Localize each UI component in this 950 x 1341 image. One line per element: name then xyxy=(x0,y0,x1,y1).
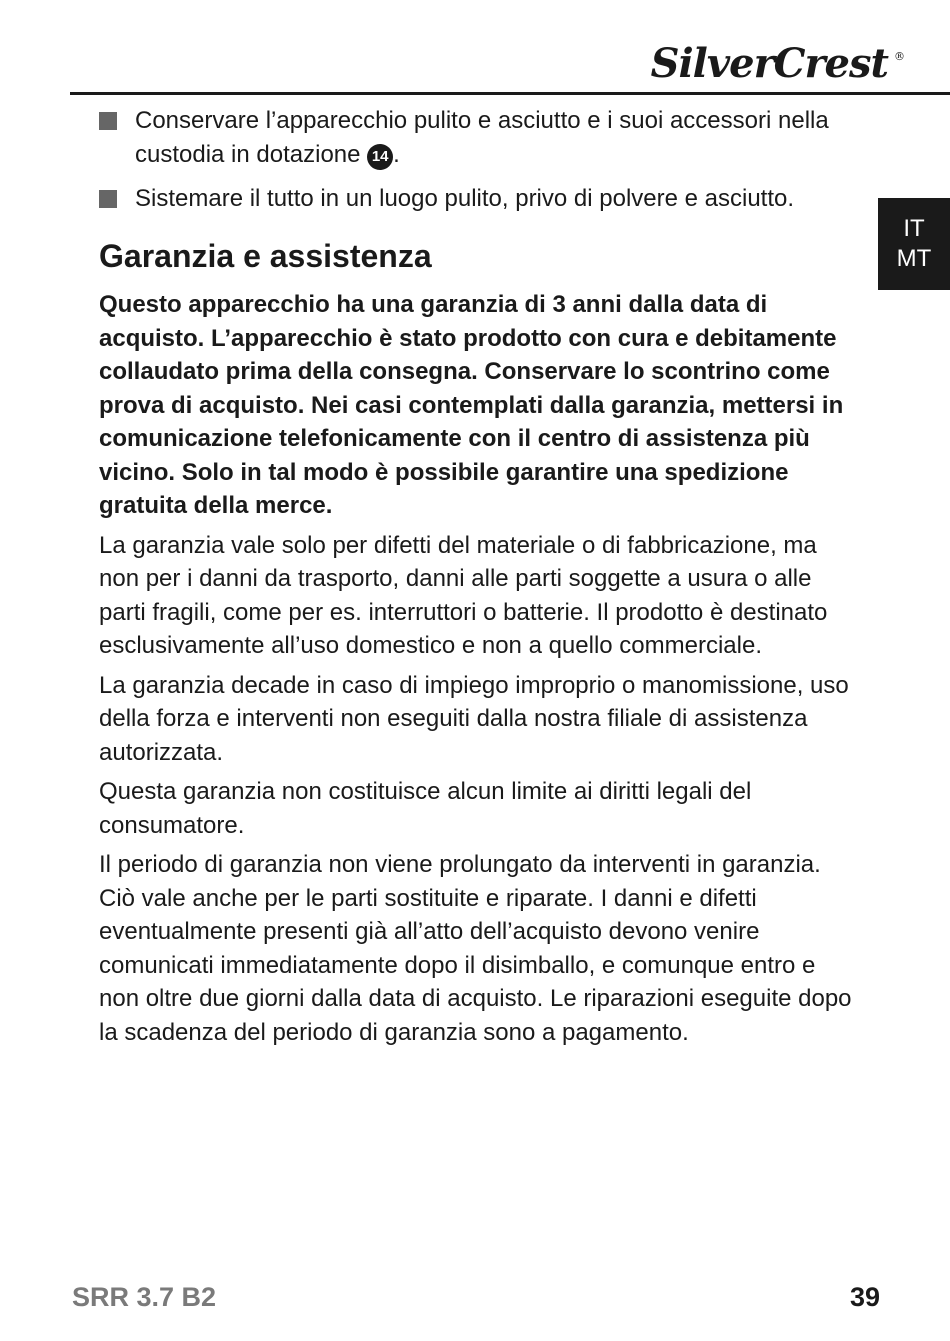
lead-paragraph: Questo apparecchio ha una garanzia di 3 anni dalla data di acquisto. L’apparecchio è stato prodotto con cura e debitamente collaudato prima della consegna. Conservare lo scontrino come prova di acquisto. Nei casi contemplati dalla garanzia, mettersi in comunicazione telefonicamente con il centro di assistenza più vicino. Solo in tal modo è possibile garantire una spedizione gratuita della merce. xyxy=(99,291,844,519)
reference-number-badge: 14 xyxy=(367,144,393,170)
page-content xyxy=(99,104,859,1055)
registered-mark: ® xyxy=(894,50,904,63)
footer-model-number: SRR 3.7 B2 xyxy=(72,1282,217,1312)
bullet-text-end: . xyxy=(393,141,400,168)
bullet-text: Sistemare il tutto in un luogo pulito, privo di polvere e asciutto. xyxy=(135,185,795,212)
language-tab xyxy=(878,198,950,290)
body-paragraph: Il periodo di garanzia non viene prolungato da interventi in garanzia. Ciò vale anche per le parti sostituite e riparate. I danni e difetti eventualmente presenti già all’atto dell’acquisto devono venire comunicati immediatamente dopo il disimballo, e comunque entro e non oltre due giorni dalla data di acquisto. Le riparazioni eseguite dopo la scadenza del periodo di garanzia sono a pagamento. xyxy=(99,851,852,1046)
bullet-item xyxy=(99,104,859,172)
header-divider xyxy=(70,92,950,95)
body-paragraph: Questa garanzia non costituisce alcun limite ai diritti legali del consumatore. xyxy=(99,778,752,839)
bullet-item xyxy=(99,182,859,216)
brand-logo xyxy=(650,40,904,87)
body-paragraph: La garanzia decade in caso di impiego improprio o manomissione, uso della forza e interventi non eseguiti dalla nostra filiale di assistenza autorizzata. xyxy=(99,671,849,766)
language-code-it: IT xyxy=(903,215,925,242)
language-code-mt: MT xyxy=(896,245,932,272)
bullet-square-icon xyxy=(99,112,117,130)
body-paragraph: La garanzia vale solo per difetti del materiale o di fabbricazione, ma non per i danni da trasporto, danni alle parti soggette a usura o alle parti fragili, come per es. interruttori o batterie. Il prodotto è destinato esclusivamente all’uso domestico e non a quello commerciale. xyxy=(99,531,828,659)
section-title: Garanzia e assistenza xyxy=(99,238,432,274)
brand-name: SilverCrest xyxy=(650,40,888,87)
bullet-square-icon xyxy=(99,190,117,208)
bullet-text: Conservare l’apparecchio pulito e asciutto e i suoi accessori nella custodia in dotazione xyxy=(135,107,829,168)
page-number: 39 xyxy=(849,1282,880,1312)
